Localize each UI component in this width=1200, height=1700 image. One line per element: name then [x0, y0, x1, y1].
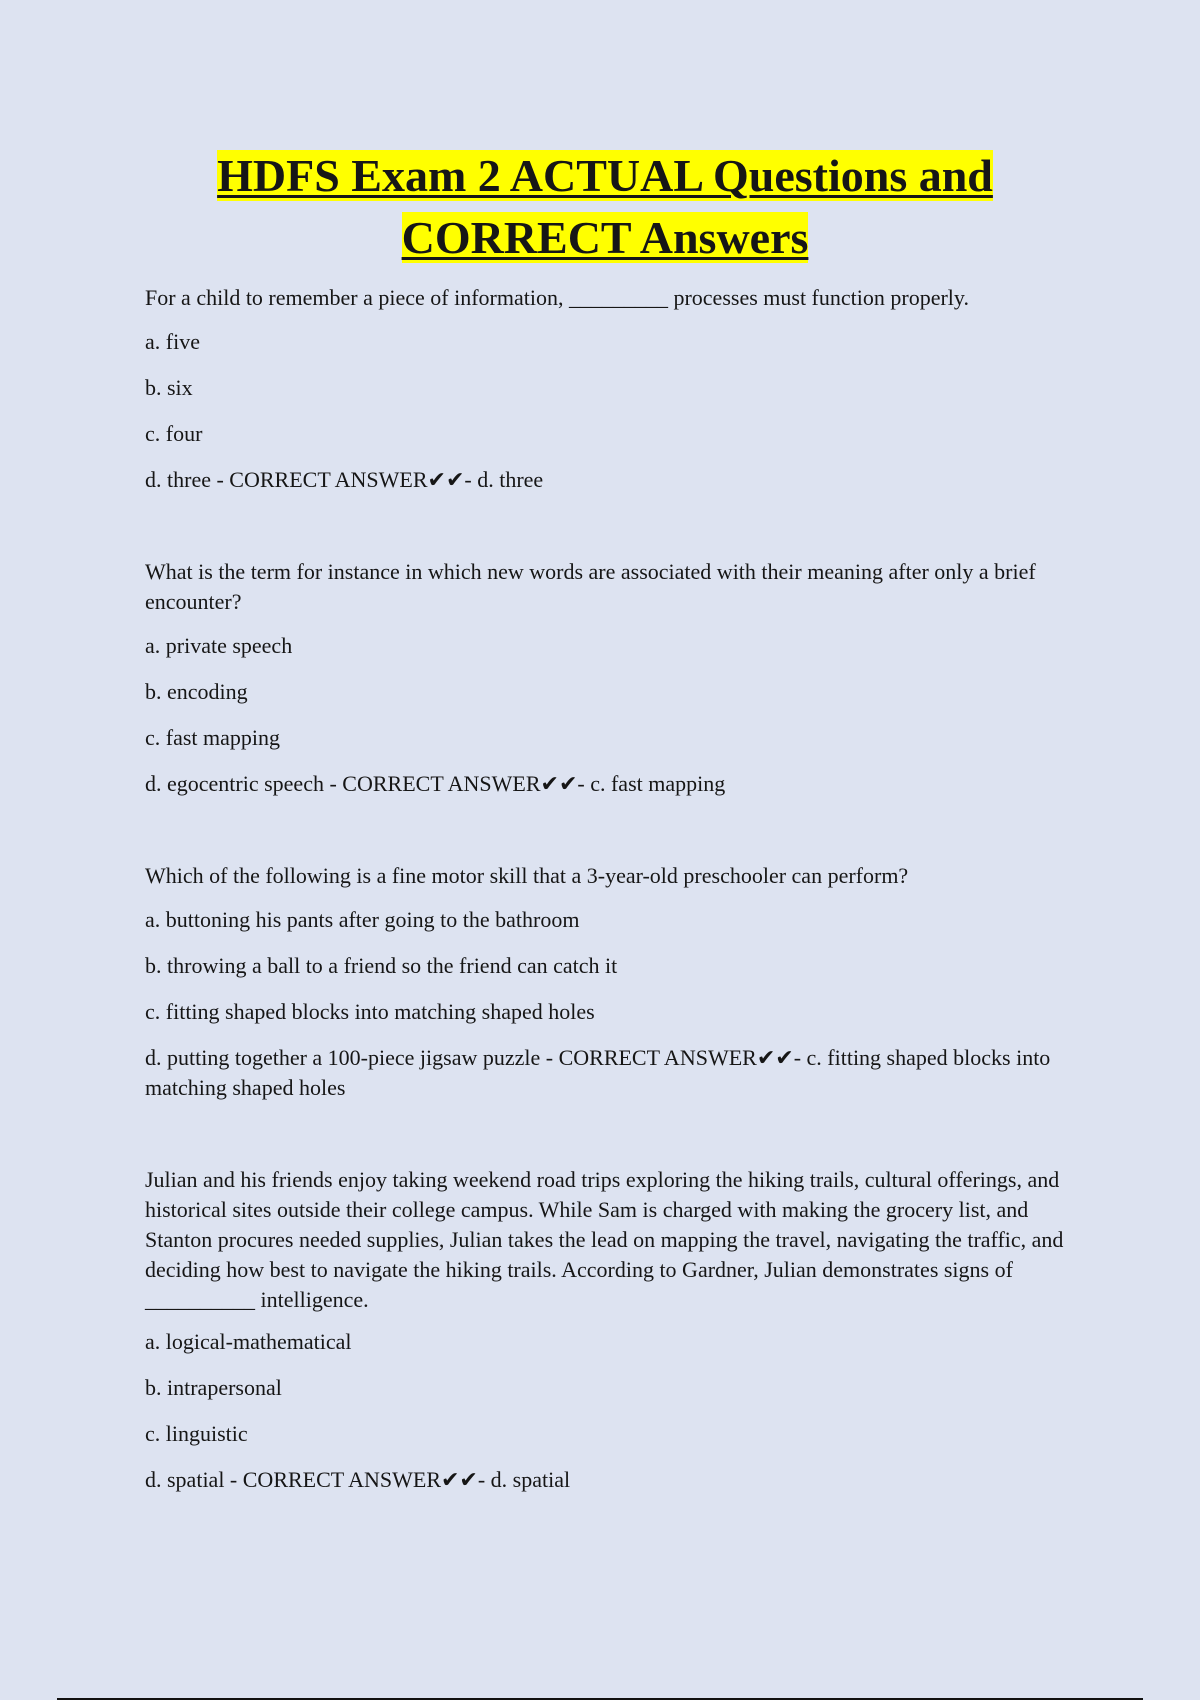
answer-option: c. fitting shaped blocks into matching shaped holes	[145, 999, 595, 1024]
question-2	[145, 557, 1065, 799]
answer-option: c. linguistic	[145, 1421, 248, 1446]
answer-option: b. throwing a ball to a friend so the friend can catch it	[145, 953, 618, 978]
question-stem: Which of the following is a fine motor skill that a 3-year-old preschooler can perform?	[145, 863, 909, 888]
question-stem: For a child to remember a piece of information, _________ processes must function properly.	[145, 285, 969, 310]
answer-option-with-correct-answer: d. egocentric speech - CORRECT ANSWER✔✔- c. fast mapping	[145, 771, 726, 796]
answer-option-with-correct-answer: d. three - CORRECT ANSWER✔✔- d. three	[145, 467, 544, 492]
document-page	[145, 145, 1065, 1557]
question-3	[145, 861, 1065, 1103]
question-1	[145, 283, 1065, 495]
answer-option: a. logical-mathematical	[145, 1329, 352, 1354]
answer-option: c. fast mapping	[145, 725, 281, 750]
question-stem: What is the term for instance in which new words are associated with their meaning after only a brief encounter?	[145, 559, 1036, 614]
answer-option: b. six	[145, 375, 193, 400]
answer-option: a. buttoning his pants after going to the bathroom	[145, 907, 580, 932]
answer-option: c. four	[145, 421, 203, 446]
answer-option: b. encoding	[145, 679, 248, 704]
answer-option: a. private speech	[145, 633, 293, 658]
answer-option: a. five	[145, 329, 200, 354]
title-line-2: CORRECT Answers	[401, 212, 809, 263]
question-4	[145, 1165, 1065, 1495]
answer-option-with-correct-answer: d. spatial - CORRECT ANSWER✔✔- d. spatial	[145, 1467, 571, 1492]
question-stem: Julian and his friends enjoy taking weekend road trips exploring the hiking trails, cultural offerings, and historical sites outside their college campus. While Sam is charged with making the grocery list, and Stanton procures needed supplies, Julian takes the lead on mapping the travel, navigating the traffic, and deciding how best to navigate the hiking trails. According to Gardner, Julian demonstrates signs of __________ intelligence.	[145, 1167, 1064, 1312]
document-title	[145, 145, 1065, 269]
answer-option: b. intrapersonal	[145, 1375, 282, 1400]
title-line-1: HDFS Exam 2 ACTUAL Questions and	[217, 150, 993, 201]
answer-option-with-correct-answer: d. putting together a 100-piece jigsaw puzzle - CORRECT ANSWER✔✔- c. fitting shaped blocks into matching shaped holes	[145, 1045, 1051, 1100]
